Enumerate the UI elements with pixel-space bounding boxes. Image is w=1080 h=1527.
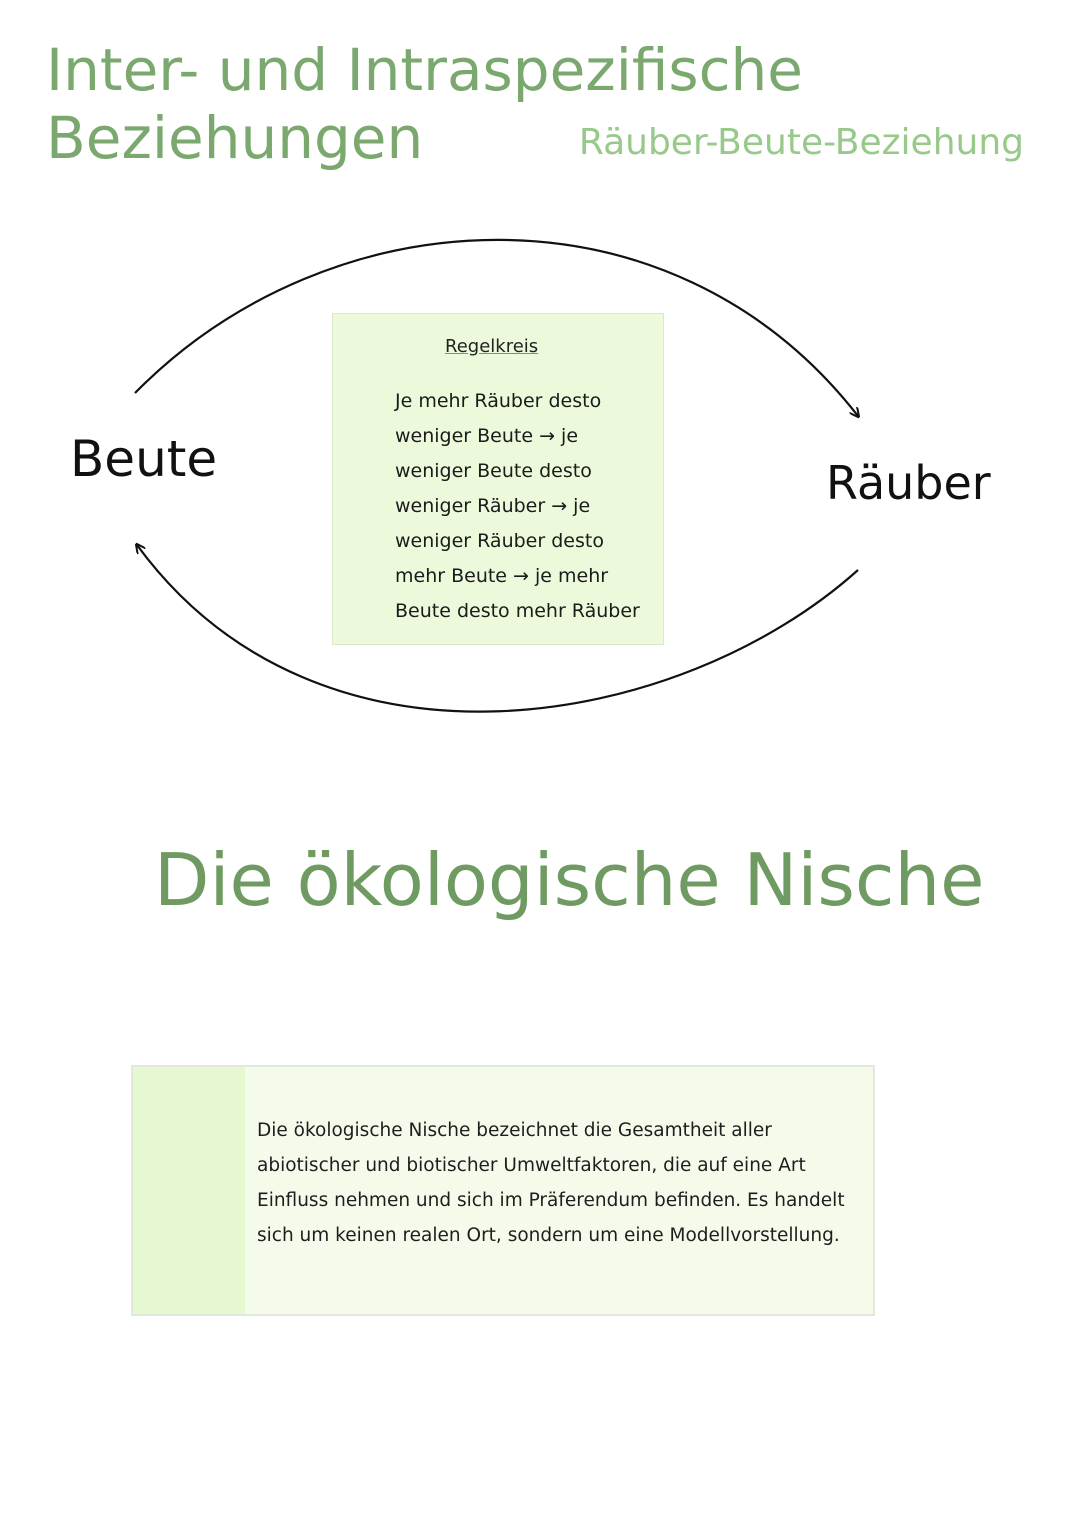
feedback-line: weniger Räuber desto <box>395 530 604 552</box>
feedback-line: weniger Beute → je <box>395 425 579 447</box>
feedback-loop-title: Regelkreis <box>445 336 539 357</box>
definition-box <box>131 1065 875 1316</box>
definition-accent-bar <box>133 1067 245 1314</box>
definition-text: Die ökologische Nische bezeichnet die Gesamtheit aller abiotischer und biotischer Umweltfaktoren, die auf eine Art Einfluss nehmen und sich im Präferendum befinden. Es handelt sich um keinen realen Ort, sondern um eine Modellvorstellung. <box>257 1120 845 1246</box>
feedback-line: mehr Beute → je mehr <box>395 565 609 587</box>
predator-label: Räuber <box>826 456 991 510</box>
feedback-loop-box <box>332 313 664 645</box>
feedback-line: Beute desto mehr Räuber <box>395 600 640 622</box>
page-subtitle: Räuber-Beute-Beziehung <box>578 122 1024 163</box>
section-heading: Die ökologische Nische <box>154 838 985 922</box>
feedback-line: Je mehr Räuber desto <box>395 390 602 412</box>
feedback-line: weniger Räuber → je <box>395 495 591 517</box>
feedback-loop-text <box>395 384 640 629</box>
page-title: Inter- und Intraspezifische Beziehungen <box>46 36 803 172</box>
prey-label: Beute <box>70 430 218 488</box>
feedback-line: weniger Beute desto <box>395 460 592 482</box>
